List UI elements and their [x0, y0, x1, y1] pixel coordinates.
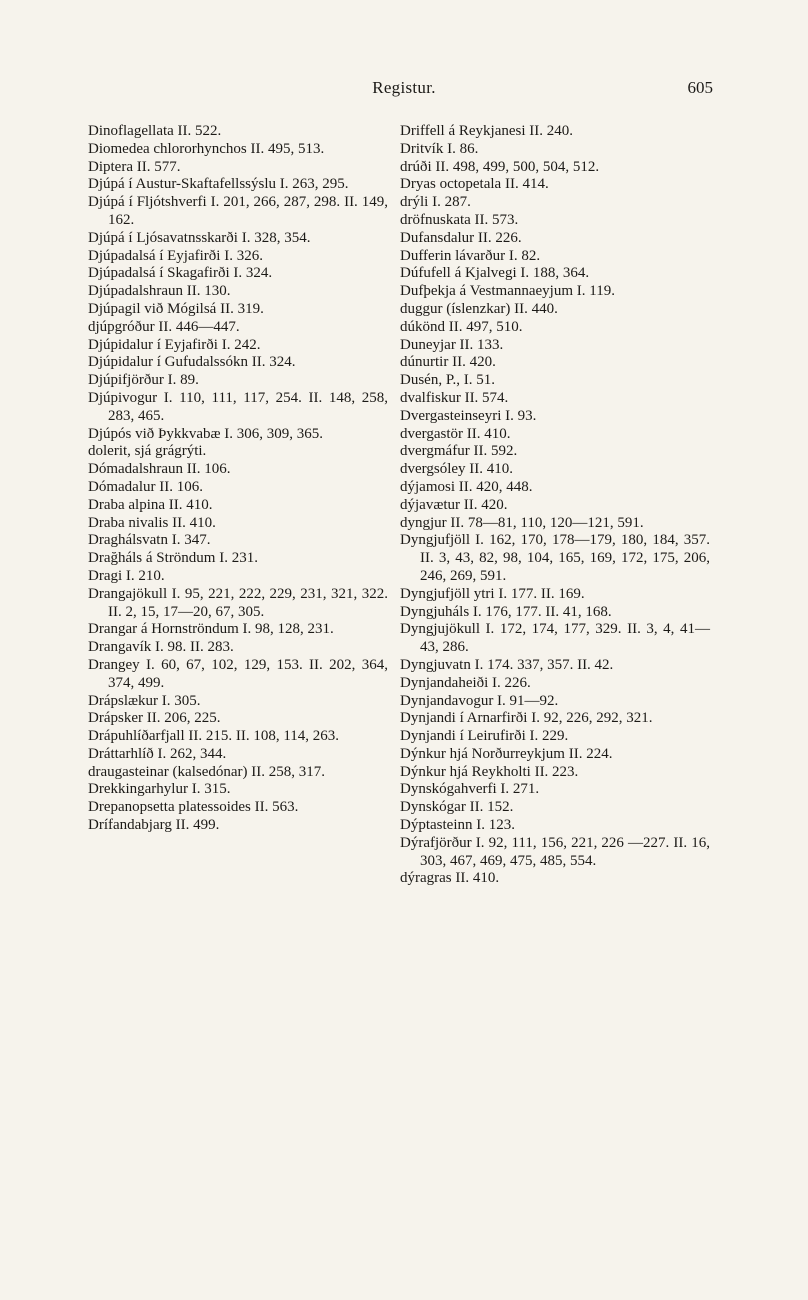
index-entry: Djúpidalur í Eyjafirði I. 242.	[88, 336, 261, 353]
index-entry: Dyngjujökull I. 172, 174, 177, 329. II. 3, 4, 41—43, 286.	[400, 621, 710, 656]
index-entry: Draba nivalis II. 410.	[88, 514, 216, 531]
index-entry: drúði II. 498, 499, 500, 504, 512.	[400, 158, 600, 175]
index-entry: Dynjandi í Leirufirði I. 229.	[400, 728, 569, 745]
index-entry: Djúpivogur I. 110, 111, 117, 254. II. 148, 258, 283, 465.	[88, 389, 388, 424]
index-entry: dolerit, sjá grágrýti.	[88, 443, 207, 460]
index-entry: dyngjur II. 78—81, 110, 120—121, 591.	[400, 514, 644, 531]
index-entry: Dinoflagellata II. 522.	[88, 123, 222, 139]
index-entry: drýli I. 287.	[400, 194, 471, 211]
index-entry: Djúpifjörður I. 89.	[88, 372, 199, 389]
index-entry: Dúfufell á Kjalvegi I. 188, 364.	[400, 265, 590, 282]
index-entry: Djúpadalshraun II. 130.	[88, 283, 231, 300]
running-title: Registur.	[372, 78, 436, 97]
index-entry: dvergastör II. 410.	[400, 425, 511, 442]
index-entry: Djúpós við Þykkvabæ I. 306, 309, 365.	[88, 425, 324, 442]
index-entry: dvalfiskur II. 574.	[400, 389, 509, 406]
index-entry: Djúpagil við Mógilsá II. 319.	[88, 300, 264, 317]
index-entry: Dufferin lávarður I. 82.	[400, 247, 541, 264]
index-entry: Djúpá í Ljósavatnsskarði I. 328, 354.	[88, 229, 311, 246]
index-entry: Dyngjuvatn I. 174. 337, 357. II. 42.	[400, 656, 614, 673]
index-entry: dröfnuskata II. 573.	[400, 211, 519, 228]
index-entry: Drepanopsetta platessoides II. 563.	[88, 799, 299, 816]
index-entry: Drífandabjarg II. 499.	[88, 817, 220, 834]
index-entry: Drağháls á Ströndum I. 231.	[88, 550, 258, 567]
index-entry: Dyngjuháls I. 176, 177. II. 41, 168.	[400, 603, 612, 620]
index-entry: Drápsker II. 206, 225.	[88, 710, 221, 727]
index-entry: Dynjandi í Arnarfirði I. 92, 226, 292, 321.	[400, 710, 653, 727]
index-entry: dúnurtir II. 420.	[400, 354, 496, 371]
index-entry: dýjavætur II. 420.	[400, 496, 508, 513]
index-entry: Djúpadalsá í Skagafirði I. 324.	[88, 265, 273, 282]
index-entry: Djúpá í Fljótshverfi I. 201, 266, 287, 298. II. 149, 162.	[88, 194, 388, 228]
index-entry: Dráttarhlíð I. 262, 344.	[88, 745, 227, 762]
index-entry: Dýnkur hjá Norðurreykjum II. 224.	[400, 745, 613, 762]
index-entry: Drangajökull I. 95, 221, 222, 229, 231, 321, 322. II. 2, 15, 17—20, 67, 305.	[88, 585, 388, 620]
index-entry: Dvergasteinseyri I. 93.	[400, 407, 537, 424]
index-entry: Djúpadalsá í Eyjafirði I. 326.	[88, 247, 263, 264]
index-entry: Drangey I. 60, 67, 102, 129, 153. II. 202, 364, 374, 499.	[88, 656, 388, 691]
index-entry: duggur (íslenzkar) II. 440.	[400, 300, 558, 317]
index-entry: Dragi I. 210.	[88, 567, 165, 584]
index-column-left	[88, 123, 388, 835]
index-entry: dvergmáfur II. 592.	[400, 443, 518, 460]
index-entry: dýjamosi II. 420, 448.	[400, 478, 533, 495]
index-entry: Drekkingarhylur I. 315.	[88, 781, 231, 798]
index-entry: Dufþekja á Vestmannaeyjum I. 119.	[400, 283, 615, 300]
index-entry: Dynjandaheiði I. 226.	[400, 674, 531, 691]
index-entry: Dómadalur II. 106.	[88, 478, 203, 495]
index-entry: Dynjandavogur I. 91—92.	[400, 692, 559, 709]
index-entry: Dryas octopetala II. 414.	[400, 176, 549, 193]
index-entry: Duneyjar II. 133.	[400, 336, 504, 353]
index-entry: Dýnkur hjá Reykholti II. 223.	[400, 763, 579, 780]
index-entry: Drangar á Hornströndum I. 98, 128, 231.	[88, 621, 334, 638]
index-entry: djúpgróður II. 446—447.	[88, 318, 240, 335]
index-entry: Dyngjufjöll ytri I. 177. II. 169.	[400, 585, 585, 602]
index-entry: Dusén, P., I. 51.	[400, 372, 496, 389]
index-entry: Drangavík I. 98. II. 283.	[88, 639, 234, 656]
page-number: 605	[687, 78, 713, 97]
index-entry: dúkönd II. 497, 510.	[400, 318, 523, 335]
index-entry: Diptera II. 577.	[88, 158, 181, 175]
index-entry: Dynskógahverfi I. 271.	[400, 781, 540, 798]
index-column-right	[400, 123, 710, 888]
index-entry: Drápuhlíðarfjall II. 215. II. 108, 114, 263.	[88, 728, 340, 745]
index-entry: Dufansdalur II. 226.	[400, 229, 522, 246]
index-entry: Djúpidalur í Gufudalssókn II. 324.	[88, 354, 296, 371]
index-entry: Driffell á Reykjanesi II. 240.	[400, 123, 574, 139]
index-entry: Dómadalshraun II. 106.	[88, 461, 231, 478]
index-entry: Draghálsvatn I. 347.	[88, 532, 211, 549]
page-header	[0, 78, 808, 102]
index-entry: Dýrafjörður I. 92, 111, 156, 221, 226 —227. II. 16, 303, 467, 469, 475, 485, 554.	[400, 834, 710, 869]
index-entry: Draba alpina II. 410.	[88, 496, 213, 513]
index-entry: Dýptasteinn I. 123.	[400, 817, 515, 834]
index-entry: Djúpá í Austur-Skaftafellssýslu I. 263, 295.	[88, 176, 349, 193]
index-entry: Drápslækur I. 305.	[88, 692, 201, 709]
index-entry: Dynskógar II. 152.	[400, 799, 514, 816]
index-entry: Dritvík I. 86.	[400, 140, 479, 157]
index-entry: dýragras II. 410.	[400, 870, 500, 887]
index-entry: draugasteinar (kalsedónar) II. 258, 317.	[88, 763, 325, 780]
index-entry: Dyngjufjöll I. 162, 170, 178—179, 180, 184, 357. II. 3, 43, 82, 98, 104, 165, 169, 172, 175, 206, 246, 269, 591.	[400, 532, 710, 584]
index-entry: Diomedea chlororhynchos II. 495, 513.	[88, 140, 325, 157]
index-entry: dvergsóley II. 410.	[400, 461, 514, 478]
